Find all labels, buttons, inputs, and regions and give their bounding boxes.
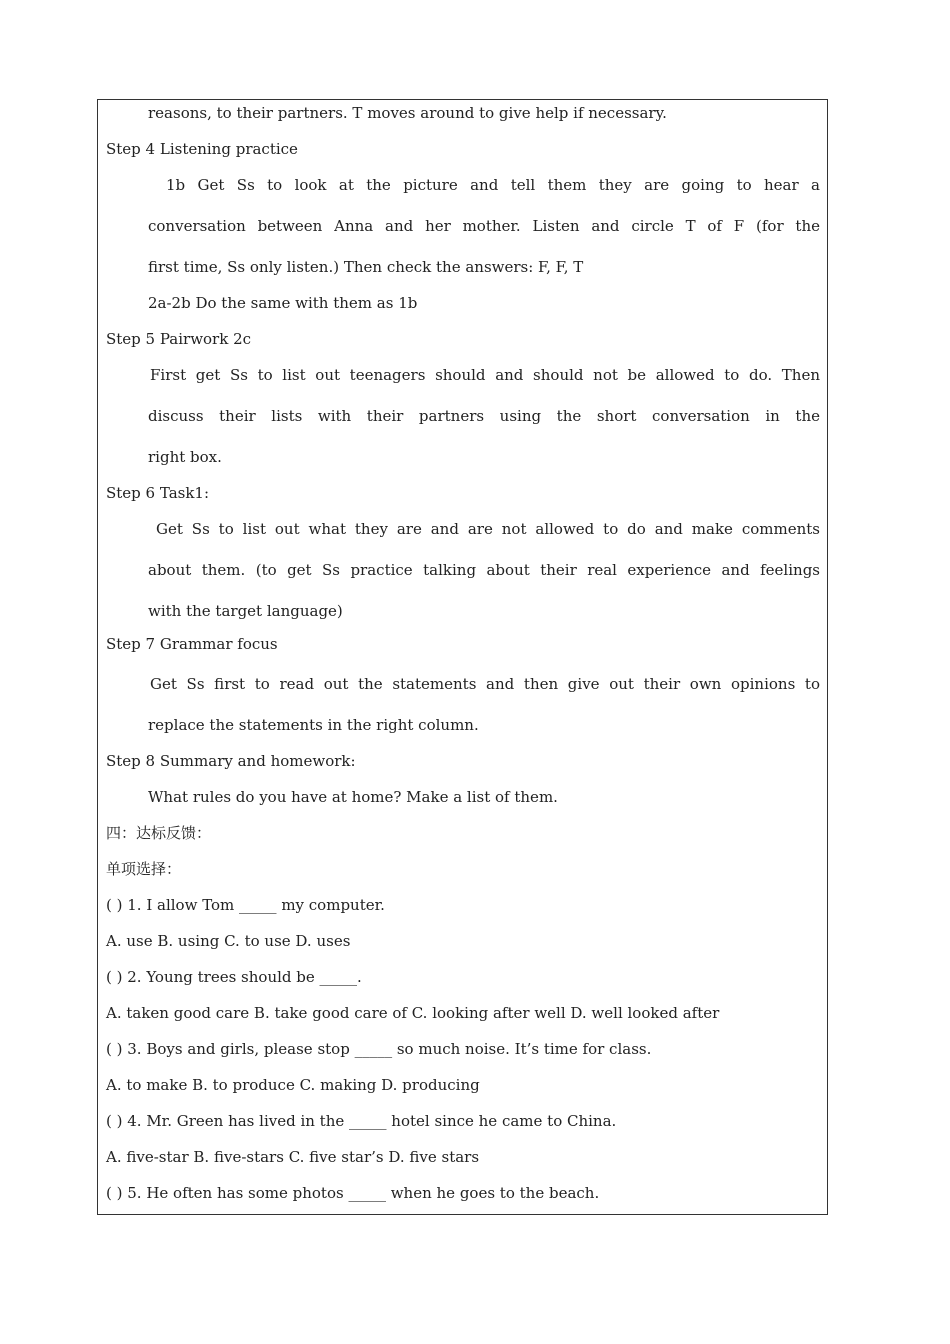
step6-paragraph-line-2: about them. (to get Ss practice talking about their real experience and feelings — [148, 561, 820, 579]
feedback-subtitle: 单项选择： — [106, 860, 182, 878]
feedback-section-title: 四：达标反馈： — [106, 824, 212, 842]
question-3: ( ) 3. Boys and girls, please stop _____ so much noise. It’s time for class. — [106, 1040, 652, 1058]
intro-line: reasons, to their partners. T moves around to give help if necessary. — [148, 104, 667, 122]
step5-paragraph-line-1: First get Ss to list out teenagers should and should not be allowed to do. Then — [150, 366, 820, 384]
step4-heading: Step 4 Listening practice — [106, 140, 298, 158]
step4-paragraph-line-3: first time, Ss only listen.) Then check the answers: F, F, T — [148, 258, 584, 276]
step5-heading: Step 5 Pairwork 2c — [106, 330, 252, 348]
step4-paragraph-line-2: conversation between Anna and her mother. Listen and circle T of F (for the — [148, 217, 820, 235]
question-4: ( ) 4. Mr. Green has lived in the _____ hotel since he came to China. — [106, 1112, 617, 1130]
question-1: ( ) 1. I allow Tom _____ my computer. — [106, 896, 385, 914]
question-1-options: A. use B. using C. to use D. uses — [106, 932, 351, 950]
question-5: ( ) 5. He often has some photos _____ when he goes to the beach. — [106, 1184, 600, 1202]
step6-paragraph-line-1: Get Ss to list out what they are and are not allowed to do and make comments — [156, 520, 820, 538]
question-3-options: A. to make B. to produce C. making D. producing — [106, 1076, 480, 1094]
step7-heading: Step 7 Grammar focus — [106, 635, 278, 653]
step5-paragraph-line-3: right box. — [148, 448, 222, 466]
step8-paragraph-line-1: What rules do you have at home? Make a list of them. — [148, 788, 558, 806]
question-4-options: A. five-star B. five-stars C. five star’s D. five stars — [106, 1148, 480, 1166]
step4-paragraph-line-1: 1b Get Ss to look at the picture and tell them they are going to hear a — [166, 176, 820, 194]
step8-heading: Step 8 Summary and homework: — [106, 752, 356, 770]
step6-heading: Step 6 Task1: — [106, 484, 210, 502]
step5-paragraph-line-2: discuss their lists with their partners using the short conversation in the — [148, 407, 820, 425]
step6-paragraph-line-3: with the target language) — [148, 602, 343, 620]
question-2: ( ) 2. Young trees should be _____. — [106, 968, 362, 986]
step7-paragraph-line-2: replace the statements in the right column. — [148, 716, 479, 734]
question-2-options: A. taken good care B. take good care of C. looking after well D. well looked after — [106, 1004, 720, 1022]
step7-paragraph-line-1: Get Ss first to read out the statements and then give out their own opinions to — [150, 675, 820, 693]
step4-subtask: 2a-2b Do the same with them as 1b — [148, 294, 418, 312]
